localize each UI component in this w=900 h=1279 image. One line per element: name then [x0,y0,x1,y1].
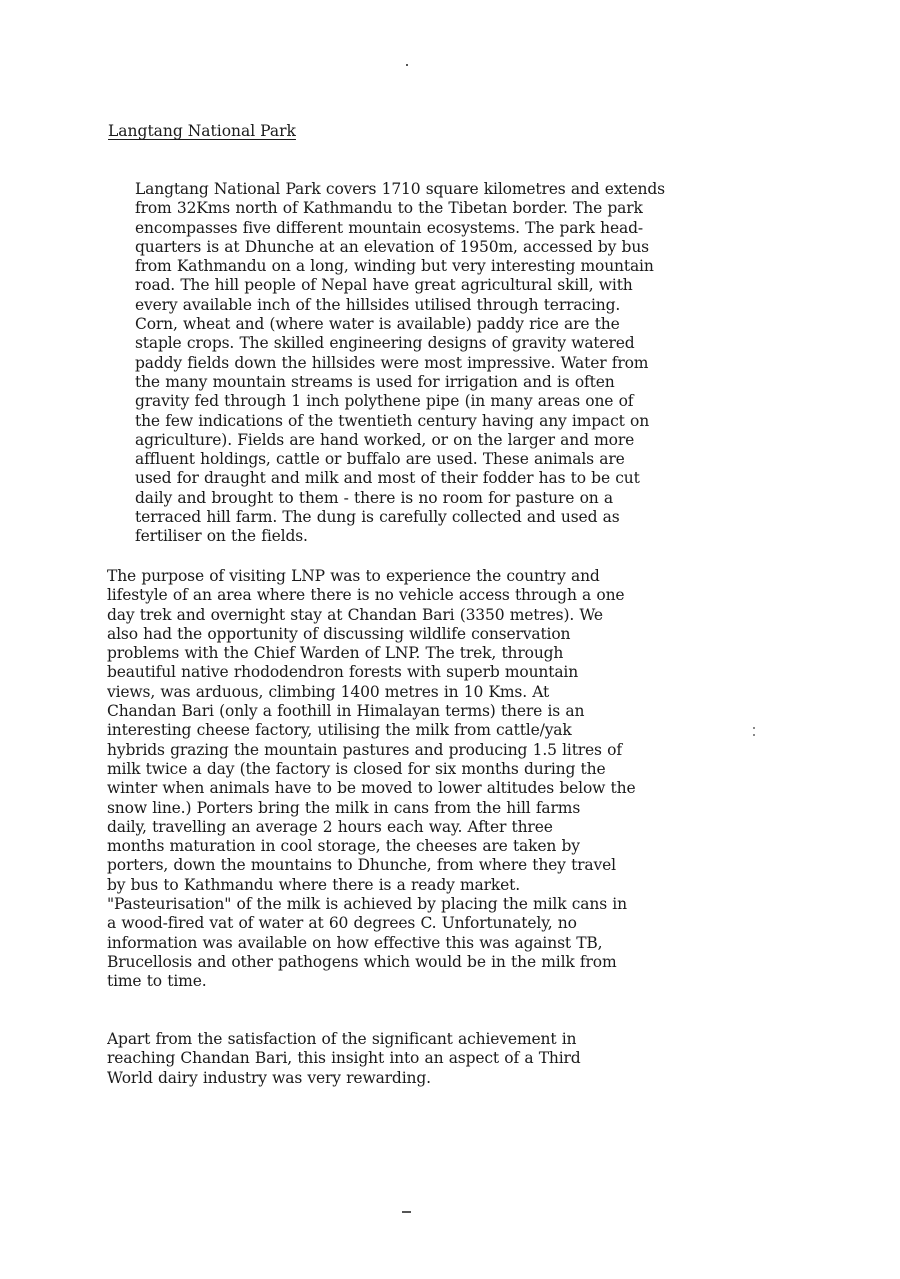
text-line: by bus to Kathmandu where there is a ready market. [107,875,520,894]
paragraph-2 [107,567,719,992]
text-line: interesting cheese factory, utilising the milk from cattle/yak [107,721,572,740]
page-title: Langtang National Park [108,122,296,140]
text-line: used for draught and milk and most of their fodder has to be cut [135,469,640,488]
text-line: daily, travelling an average 2 hours each way. After three [107,817,553,836]
text-line: months maturation in cool storage, the cheeses are taken by [107,837,580,856]
scan-specks-margin [753,727,756,737]
paragraph-1 [135,180,723,547]
text-line: views, was arduous, climbing 1400 metres in 10 Kms. At [107,682,550,701]
text-line: snow line.) Porters bring the milk in cans from the hill farms [107,798,581,817]
text-line: terraced hill farm. The dung is carefully collected and used as [135,508,620,527]
text-line: World dairy industry was very rewarding. [107,1068,431,1087]
text-line: Apart from the satisfaction of the significant achievement in [107,1030,577,1048]
text-line: paddy fields down the hillsides were most impressive. Water from [135,353,649,372]
page-number-dash [402,1211,411,1213]
text-line: gravity fed through 1 inch polythene pipe (in many areas one of [135,392,634,411]
scan-speck-top [406,64,408,66]
text-line: road. The hill people of Nepal have great agricultural skill, with [135,276,633,295]
text-line: daily and brought to them - there is no room for pasture on a [135,488,613,507]
text-line: Chandan Bari (only a foothill in Himalayan terms) there is an [107,702,585,721]
text-line: affluent holdings, cattle or buffalo are used. These animals are [135,450,625,469]
text-line: beautiful native rhododendron forests with superb mountain [107,663,579,682]
text-line: information was available on how effective this was against TB, [107,933,603,952]
text-line: encompasses five different mountain ecosystems. The park head- [135,218,643,237]
text-line: The purpose of visiting LNP was to experience the country and [107,567,600,585]
text-line: the many mountain streams is used for irrigation and is often [135,372,615,391]
text-line: lifestyle of an area where there is no vehicle access through a one [107,586,625,605]
text-line: staple crops. The skilled engineering designs of gravity watered [135,334,635,353]
text-line: porters, down the mountains to Dhunche, from where they travel [107,856,616,875]
text-line: the few indications of the twentieth century having any impact on [135,411,650,430]
text-line: "Pasteurisation" of the milk is achieved by placing the milk cans in [107,895,627,914]
text-line: agriculture). Fields are hand worked, or on the larger and more [135,430,635,449]
text-line: Corn, wheat and (where water is available) paddy rice are the [135,315,620,334]
text-line: time to time. [107,972,207,991]
text-line: also had the opportunity of discussing wildlife conservation [107,624,571,643]
text-line: from Kathmandu on a long, winding but very interesting mountain [135,257,654,276]
text-line: problems with the Chief Warden of LNP. The trek, through [107,644,564,663]
text-line: a wood-fired vat of water at 60 degrees C. Unfortunately, no [107,914,577,933]
text-line: hybrids grazing the mountain pastures and producing 1.5 litres of [107,740,622,759]
text-line: Brucellosis and other pathogens which would be in the milk from [107,952,617,971]
text-line: quarters is at Dhunche at an elevation of 1950m, accessed by bus [135,237,649,256]
text-line: fertiliser on the fields. [135,527,308,546]
text-line: from 32Kms north of Kathmandu to the Tibetan border. The park [135,199,643,218]
text-line: milk twice a day (the factory is closed for six months during the [107,759,606,778]
text-line: every available inch of the hillsides utilised through terracing. [135,295,621,314]
text-line: day trek and overnight stay at Chandan Bari (3350 metres). We [107,605,603,624]
paragraph-3 [107,1030,719,1088]
text-line: reaching Chandan Bari, this insight into an aspect of a Third [107,1049,581,1068]
text-line: winter when animals have to be moved to lower altitudes below the [107,779,636,798]
text-line: Langtang National Park covers 1710 square kilometres and extends [135,180,665,198]
